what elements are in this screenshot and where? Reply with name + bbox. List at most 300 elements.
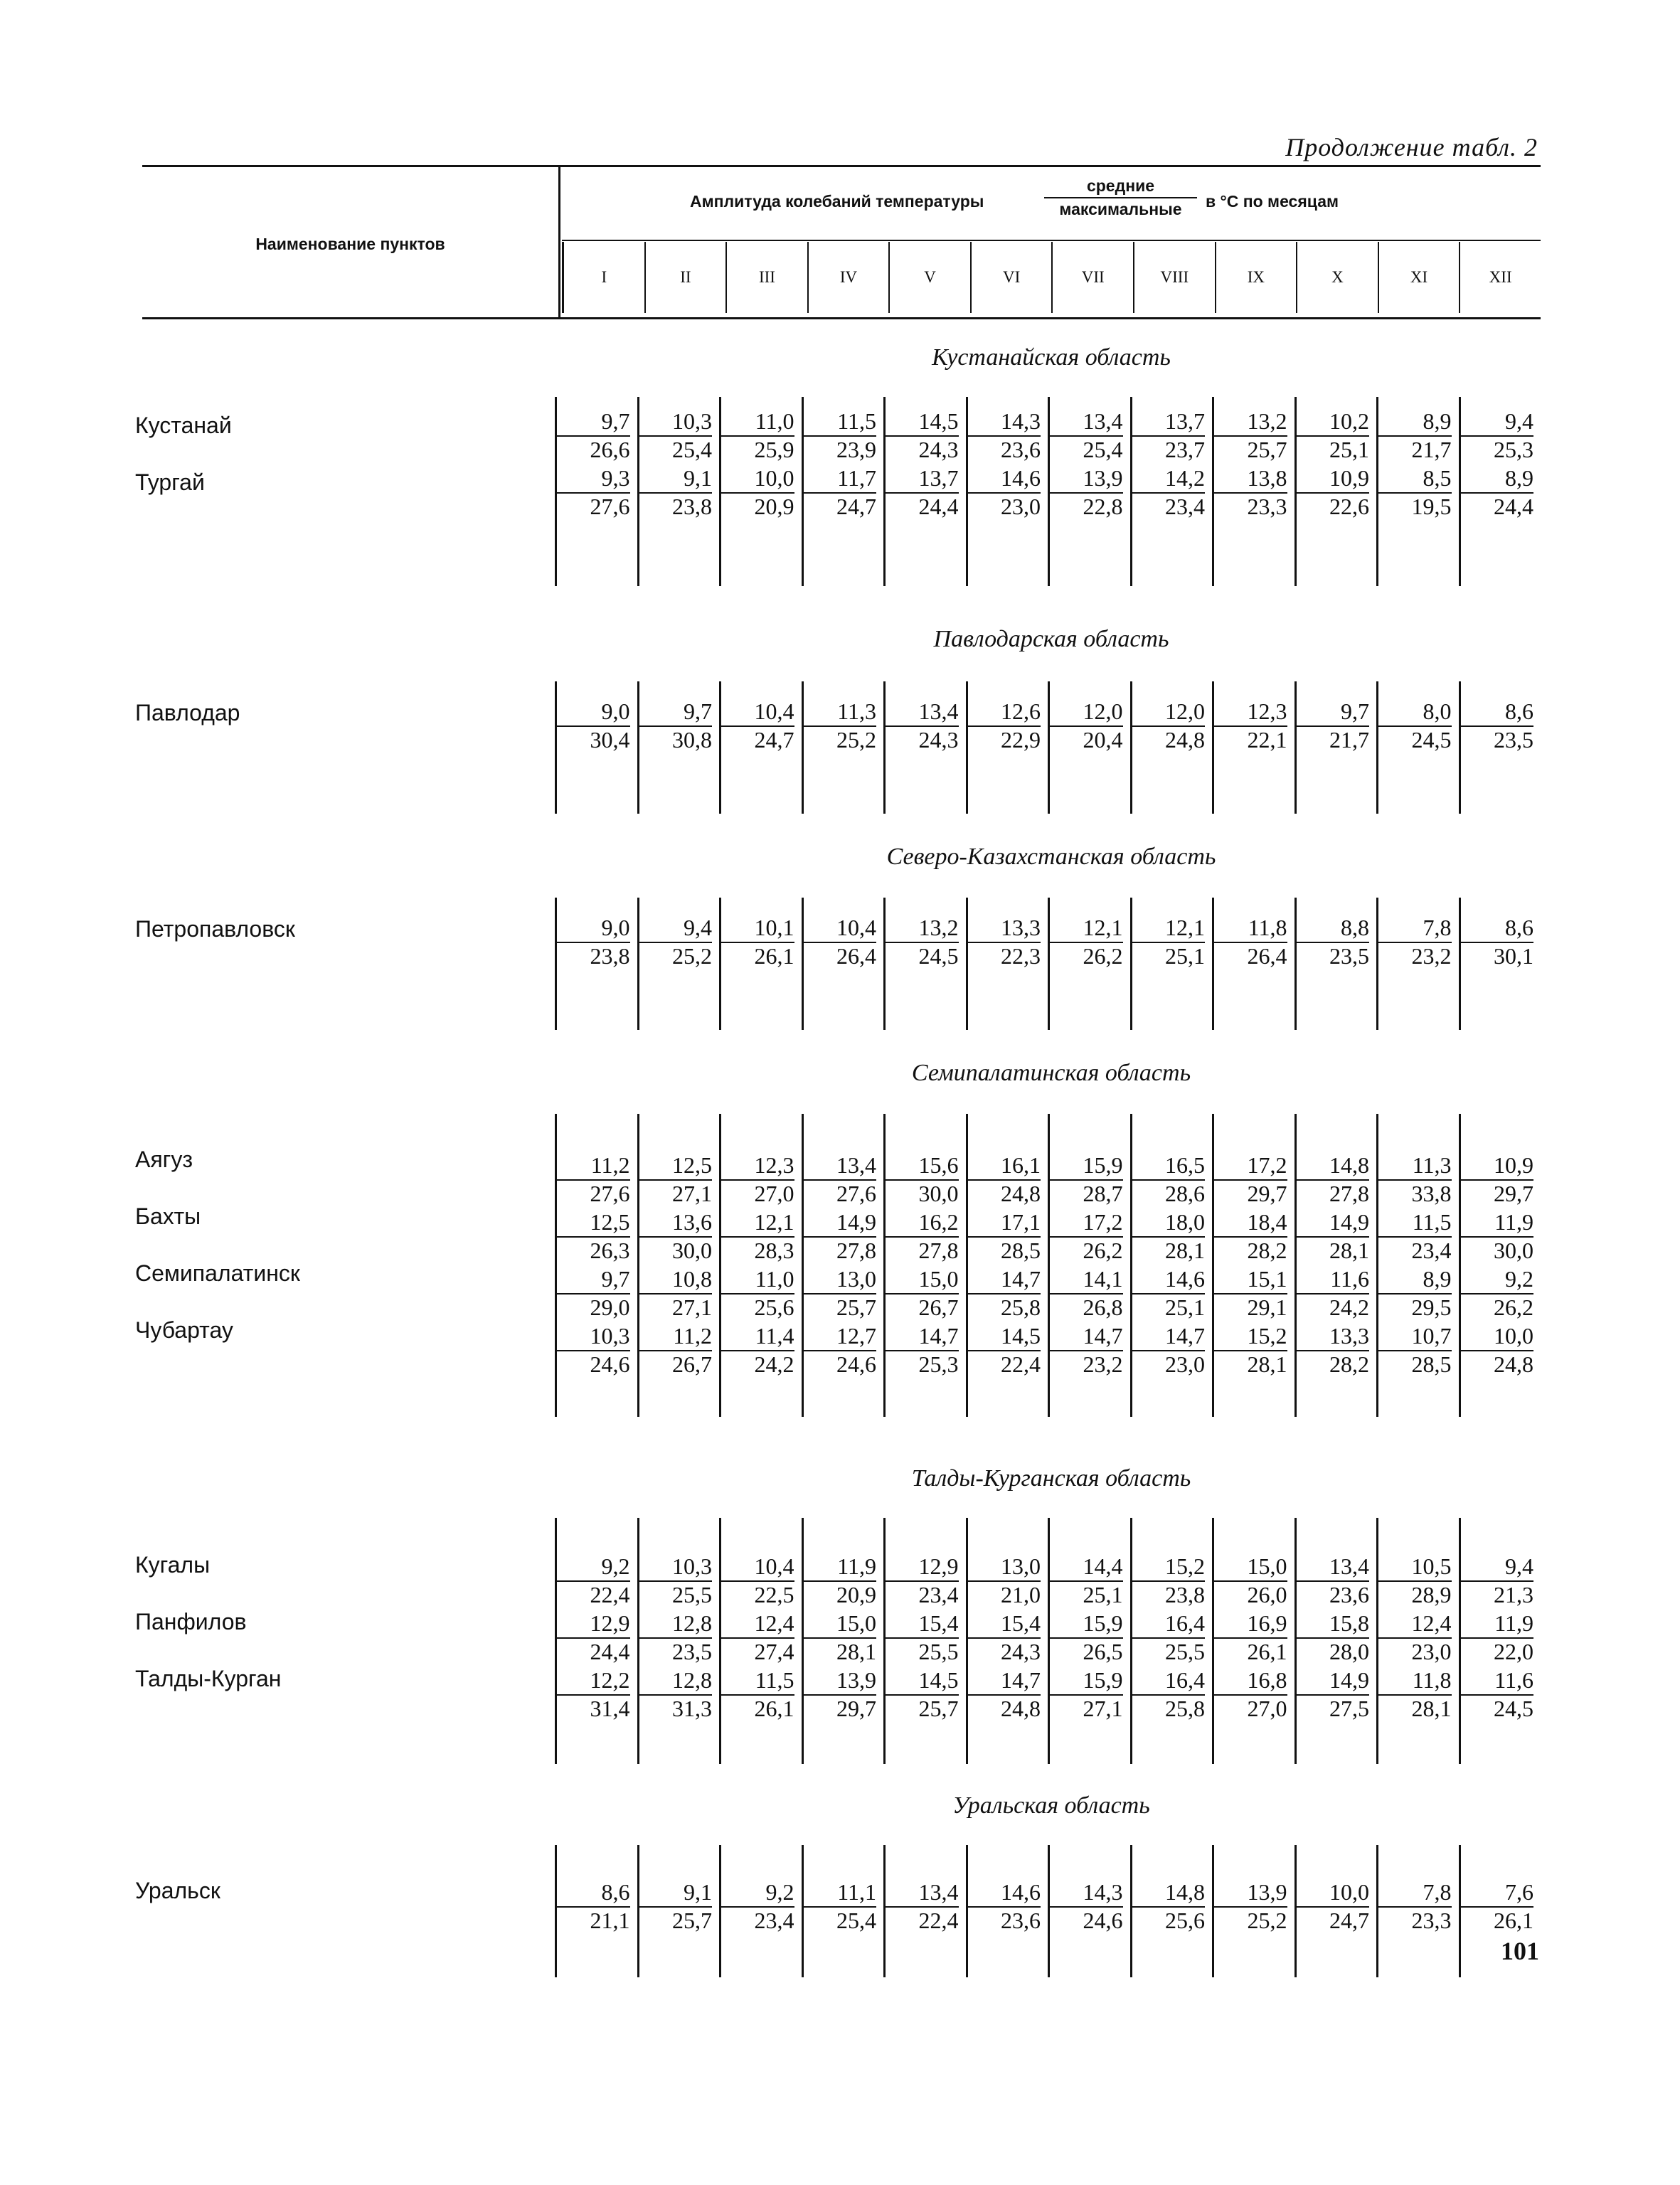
mean-amplitude-cell: 11,1: [804, 1878, 877, 1908]
max-amplitude-cell: 27,6: [590, 1181, 630, 1206]
max-amplitude-cell: 22,9: [1001, 727, 1041, 753]
month-column: [1459, 1114, 1541, 1417]
month-header-cell: V: [888, 242, 970, 313]
mean-amplitude-cell: 11,6: [1297, 1265, 1370, 1294]
station-name: Панфилов: [135, 1609, 247, 1634]
month-column: [1294, 1518, 1377, 1764]
max-amplitude-cell: 24,4: [590, 1639, 630, 1664]
station-name: Тургай: [135, 469, 205, 495]
max-amplitude-cell: 25,4: [1083, 437, 1123, 462]
mean-amplitude-cell: 16,2: [886, 1208, 959, 1238]
mean-amplitude-cell: 10,3: [639, 1552, 713, 1582]
max-amplitude-cell: 25,2: [836, 727, 876, 753]
month-header-cell: II: [644, 242, 726, 313]
max-amplitude-cell: 23,3: [1247, 494, 1287, 519]
mean-amplitude-cell: 15,0: [1214, 1552, 1287, 1582]
max-amplitude-cell: 24,2: [1329, 1294, 1369, 1320]
mean-amplitude-cell: 9,7: [557, 407, 630, 437]
region-data-block: [555, 1114, 1541, 1417]
mean-amplitude-cell: 10,2: [1297, 407, 1370, 437]
max-amplitude-cell: 22,3: [1001, 943, 1041, 969]
max-amplitude-cell: 25,7: [672, 1908, 712, 1933]
mean-amplitude-cell: 9,3: [557, 464, 630, 494]
max-amplitude-cell: 28,3: [754, 1238, 794, 1263]
month-column: [637, 898, 720, 1030]
max-amplitude-cell: 27,1: [1083, 1696, 1123, 1721]
mean-amplitude-cell: 9,0: [557, 913, 630, 943]
max-amplitude-cell: 23,5: [1494, 727, 1533, 753]
mean-amplitude-cell: 15,9: [1050, 1609, 1123, 1639]
max-amplitude-cell: 22,4: [590, 1582, 630, 1607]
month-column: [802, 1518, 884, 1764]
mean-amplitude-cell: 8,6: [1461, 697, 1534, 727]
max-amplitude-cell: 25,7: [1247, 437, 1287, 462]
max-amplitude-cell: 23,4: [1165, 494, 1205, 519]
mean-amplitude-cell: 13,8: [1214, 464, 1287, 494]
mean-amplitude-cell: 14,3: [968, 407, 1041, 437]
station-name: Кустанай: [135, 413, 232, 438]
page-number: 101: [1501, 1937, 1539, 1965]
month-column: [1048, 898, 1130, 1030]
max-amplitude-cell: 25,8: [1165, 1696, 1205, 1721]
mean-amplitude-cell: 12,9: [557, 1609, 630, 1639]
mean-amplitude-cell: 12,5: [639, 1151, 713, 1181]
mean-amplitude-cell: 12,0: [1132, 697, 1206, 727]
mean-amplitude-cell: 15,1: [1214, 1265, 1287, 1294]
month-header-row: [562, 242, 1541, 313]
station-name: Кугалы: [135, 1552, 211, 1578]
max-amplitude-cell: 31,3: [672, 1696, 712, 1721]
month-header-cell: III: [725, 242, 807, 313]
station-name: Чубартау: [135, 1317, 233, 1343]
mean-amplitude-cell: 13,4: [804, 1151, 877, 1181]
max-amplitude-cell: 28,5: [1001, 1238, 1041, 1263]
mean-amplitude-cell: 10,1: [721, 913, 794, 943]
mean-amplitude-cell: 11,9: [1461, 1609, 1534, 1639]
mean-amplitude-cell: 9,7: [639, 697, 713, 727]
month-column: [719, 397, 802, 586]
max-amplitude-cell: 22,1: [1247, 727, 1287, 753]
max-amplitude-cell: 26,7: [918, 1294, 959, 1320]
mean-amplitude-cell: 8,8: [1297, 913, 1370, 943]
station-name: Павлодар: [135, 700, 240, 725]
mean-amplitude-cell: 11,2: [639, 1322, 713, 1351]
month-column: [966, 397, 1048, 586]
amplitude-header-text: Амплитуда колебаний температуры: [690, 192, 984, 211]
mean-amplitude-cell: 14,5: [968, 1322, 1041, 1351]
max-amplitude-cell: 25,6: [1165, 1908, 1205, 1933]
mean-amplitude-cell: 8,6: [557, 1878, 630, 1908]
max-amplitude-cell: 28,9: [1411, 1582, 1452, 1607]
mean-amplitude-cell: 16,4: [1132, 1609, 1206, 1639]
max-amplitude-cell: 31,4: [590, 1696, 630, 1721]
month-column: [966, 681, 1048, 814]
mean-amplitude-cell: 10,3: [557, 1322, 630, 1351]
max-amplitude-cell: 27,6: [836, 1181, 876, 1206]
mean-amplitude-cell: 14,8: [1297, 1151, 1370, 1181]
max-amplitude-cell: 21,1: [590, 1908, 630, 1933]
max-amplitude-cell: 25,4: [836, 1908, 876, 1933]
month-column: [637, 1114, 720, 1417]
max-amplitude-cell: 24,8: [1494, 1351, 1533, 1377]
mean-amplitude-cell: 10,0: [1461, 1322, 1534, 1351]
mean-amplitude-cell: 12,2: [557, 1666, 630, 1696]
table-continuation-label: Продолжение табл. 2: [1285, 133, 1538, 161]
month-column: [1376, 397, 1459, 586]
month-column: [1130, 1518, 1213, 1764]
max-amplitude-cell: 28,5: [1411, 1351, 1452, 1377]
max-amplitude-cell: 27,0: [1247, 1696, 1287, 1721]
max-amplitude-cell: 24,7: [754, 727, 794, 753]
month-column: [1212, 681, 1294, 814]
max-amplitude-cell: 30,8: [672, 727, 712, 753]
mean-amplitude-cell: 13,4: [886, 697, 959, 727]
max-amplitude-cell: 24,3: [918, 727, 959, 753]
month-column: [555, 681, 637, 814]
mean-amplitude-cell: 11,9: [1461, 1208, 1534, 1238]
max-amplitude-cell: 27,6: [590, 494, 630, 519]
max-amplitude-cell: 25,6: [754, 1294, 794, 1320]
month-column: [883, 898, 966, 1030]
max-amplitude-cell: 28,7: [1083, 1181, 1123, 1206]
max-amplitude-cell: 25,7: [918, 1696, 959, 1721]
max-amplitude-cell: 24,8: [1001, 1696, 1041, 1721]
mean-amplitude-cell: 9,1: [639, 464, 713, 494]
mean-amplitude-cell: 10,5: [1378, 1552, 1452, 1582]
month-column: [1130, 1114, 1213, 1417]
month-header-cell: VII: [1051, 242, 1133, 313]
month-column: [802, 898, 884, 1030]
max-amplitude-cell: 24,3: [918, 437, 959, 462]
max-amplitude-cell: 23,5: [1329, 943, 1369, 969]
max-amplitude-cell: 27,1: [672, 1181, 712, 1206]
max-amplitude-cell: 25,1: [1165, 943, 1205, 969]
month-header-cell: VI: [970, 242, 1052, 313]
max-amplitude-cell: 26,8: [1083, 1294, 1123, 1320]
mean-amplitude-cell: 17,1: [968, 1208, 1041, 1238]
amplitude-header: [562, 175, 1541, 225]
max-amplitude-cell: 23,4: [918, 1582, 959, 1607]
mean-amplitude-cell: 11,0: [721, 407, 794, 437]
max-amplitude-cell: 28,0: [1329, 1639, 1369, 1664]
max-amplitude-cell: 23,8: [672, 494, 712, 519]
month-column: [1130, 898, 1213, 1030]
mean-amplitude-cell: 11,8: [1378, 1666, 1452, 1696]
mean-amplitude-cell: 9,0: [557, 697, 630, 727]
max-amplitude-cell: 22,4: [918, 1908, 959, 1933]
max-amplitude-cell: 21,7: [1329, 727, 1369, 753]
max-amplitude-cell: 25,4: [672, 437, 712, 462]
mean-amplitude-cell: 12,1: [1050, 913, 1123, 943]
max-amplitude-cell: 26,2: [1083, 1238, 1123, 1263]
mean-amplitude-cell: 13,2: [886, 913, 959, 943]
month-column: [1212, 1518, 1294, 1764]
max-amplitude-cell: 24,6: [590, 1351, 630, 1377]
month-header-cell: IX: [1215, 242, 1297, 313]
month-column: [1459, 898, 1541, 1030]
mean-amplitude-cell: 14,7: [968, 1265, 1041, 1294]
mean-amplitude-cell: 15,0: [886, 1265, 959, 1294]
max-amplitude-cell: 26,7: [672, 1351, 712, 1377]
max-amplitude-cell: 33,8: [1411, 1181, 1452, 1206]
mean-amplitude-cell: 9,2: [721, 1878, 794, 1908]
mean-amplitude-cell: 11,4: [721, 1322, 794, 1351]
max-amplitude-cell: 23,8: [590, 943, 630, 969]
month-column: [1294, 898, 1377, 1030]
max-amplitude-cell: 23,4: [1411, 1238, 1452, 1263]
mean-amplitude-cell: 15,2: [1214, 1322, 1287, 1351]
station-name: Талды-Курган: [135, 1666, 282, 1691]
mean-amplitude-cell: 10,8: [639, 1265, 713, 1294]
region-data-block: [555, 1845, 1541, 1977]
month-column: [1048, 1518, 1130, 1764]
max-amplitude-cell: 25,8: [1001, 1294, 1041, 1320]
max-amplitude-cell: 25,5: [672, 1582, 712, 1607]
month-column: [555, 898, 637, 1030]
mean-amplitude-cell: 16,9: [1214, 1609, 1287, 1639]
mean-amplitude-cell: 14,9: [1297, 1666, 1370, 1696]
mean-amplitude-cell: 13,2: [1214, 407, 1287, 437]
max-amplitude-cell: 26,3: [590, 1238, 630, 1263]
mean-amplitude-cell: 11,0: [721, 1265, 794, 1294]
month-header-cell: X: [1296, 242, 1378, 313]
region-title: Павлодарская область: [933, 626, 1169, 652]
mean-amplitude-cell: 18,0: [1132, 1208, 1206, 1238]
month-column: [1130, 1845, 1213, 1977]
max-amplitude-cell: 29,1: [1247, 1294, 1287, 1320]
mean-amplitude-cell: 9,2: [1461, 1265, 1534, 1294]
max-amplitude-cell: 24,6: [836, 1351, 876, 1377]
month-column: [1212, 1114, 1294, 1417]
month-column: [1048, 397, 1130, 586]
max-amplitude-cell: 26,6: [590, 437, 630, 462]
mean-amplitude-cell: 13,0: [804, 1265, 877, 1294]
header-divider: [558, 165, 560, 317]
month-column: [883, 397, 966, 586]
month-column: [637, 397, 720, 586]
month-column: [1376, 681, 1459, 814]
region-data-block: [555, 397, 1541, 586]
max-amplitude-cell: 23,2: [1083, 1351, 1123, 1377]
max-amplitude-cell: 24,4: [1494, 494, 1533, 519]
mean-amplitude-cell: 7,6: [1461, 1878, 1534, 1908]
mean-amplitude-cell: 14,7: [968, 1666, 1041, 1696]
mean-amplitude-cell: 12,4: [1378, 1609, 1452, 1639]
mean-amplitude-cell: 7,8: [1378, 1878, 1452, 1908]
mean-amplitude-cell: 8,5: [1378, 464, 1452, 494]
max-amplitude-cell: 24,6: [1083, 1908, 1123, 1933]
mean-amplitude-cell: 13,3: [968, 913, 1041, 943]
max-amplitude-cell: 24,2: [754, 1351, 794, 1377]
month-header-cell: I: [562, 242, 644, 313]
mean-amplitude-cell: 9,4: [1461, 1552, 1534, 1582]
mean-amplitude-cell: 16,5: [1132, 1151, 1206, 1181]
max-amplitude-cell: 24,4: [918, 494, 959, 519]
mean-amplitude-cell: 9,7: [1297, 697, 1370, 727]
max-amplitude-cell: 28,1: [1165, 1238, 1205, 1263]
mean-amplitude-cell: 16,4: [1132, 1666, 1206, 1696]
max-amplitude-cell: 29,0: [590, 1294, 630, 1320]
station-name: Петропавловск: [135, 916, 295, 942]
mean-amplitude-cell: 18,4: [1214, 1208, 1287, 1238]
mean-amplitude-cell: 11,3: [804, 697, 877, 727]
mean-amplitude-cell: 12,8: [639, 1666, 713, 1696]
max-amplitude-cell: 26,4: [1247, 943, 1287, 969]
max-amplitude-cell: 23,8: [1165, 1582, 1205, 1607]
mean-amplitude-cell: 14,9: [1297, 1208, 1370, 1238]
mean-amplitude-cell: 13,7: [886, 464, 959, 494]
month-column: [719, 681, 802, 814]
station-name: Семипалатинск: [135, 1260, 300, 1286]
max-amplitude-cell: 30,0: [918, 1181, 959, 1206]
max-amplitude-cell: 28,6: [1165, 1181, 1205, 1206]
mean-amplitude-cell: 14,5: [886, 407, 959, 437]
mean-amplitude-cell: 12,1: [1132, 913, 1206, 943]
mean-amplitude-cell: 9,1: [639, 1878, 713, 1908]
region-title: Уральская область: [952, 1792, 1150, 1819]
mean-amplitude-cell: 11,7: [804, 464, 877, 494]
month-column: [883, 681, 966, 814]
month-column: [1376, 1114, 1459, 1417]
max-amplitude-cell: 27,8: [1329, 1181, 1369, 1206]
max-amplitude-cell: 25,3: [1494, 437, 1533, 462]
mean-amplitude-cell: 10,4: [804, 913, 877, 943]
max-amplitude-cell: 26,1: [754, 943, 794, 969]
mean-amplitude-cell: 14,1: [1050, 1265, 1123, 1294]
amplitude-fraction: [1044, 176, 1197, 219]
mean-amplitude-cell: 17,2: [1050, 1208, 1123, 1238]
mean-amplitude-cell: 15,0: [804, 1609, 877, 1639]
month-column: [637, 1518, 720, 1764]
mean-amplitude-cell: 14,7: [886, 1322, 959, 1351]
mean-amplitude-cell: 16,1: [968, 1151, 1041, 1181]
mean-amplitude-cell: 10,4: [721, 1552, 794, 1582]
month-header-cell: XII: [1459, 242, 1541, 313]
month-column: [802, 397, 884, 586]
mean-amplitude-cell: 11,5: [721, 1666, 794, 1696]
month-column: [1048, 681, 1130, 814]
max-amplitude-cell: 27,1: [672, 1294, 712, 1320]
mean-amplitude-cell: 10,7: [1378, 1322, 1452, 1351]
max-amplitude-cell: 28,2: [1329, 1351, 1369, 1377]
station-name: Уральск: [135, 1878, 220, 1903]
max-amplitude-cell: 23,0: [1001, 494, 1041, 519]
mean-amplitude-cell: 13,4: [1297, 1552, 1370, 1582]
month-column: [719, 1114, 802, 1417]
max-amplitude-cell: 23,9: [836, 437, 876, 462]
mean-amplitude-cell: 14,4: [1050, 1552, 1123, 1582]
month-column: [1294, 1845, 1377, 1977]
mean-amplitude-cell: 10,4: [721, 697, 794, 727]
month-column: [555, 1845, 637, 1977]
station-name: Аягуз: [135, 1147, 193, 1172]
month-column: [719, 1845, 802, 1977]
month-column: [1130, 397, 1213, 586]
max-amplitude-cell: 24,5: [1494, 1696, 1533, 1721]
max-amplitude-cell: 27,8: [836, 1238, 876, 1263]
mean-amplitude-cell: 13,7: [1132, 407, 1206, 437]
mean-amplitude-cell: 15,8: [1297, 1609, 1370, 1639]
max-amplitude-cell: 21,0: [1001, 1582, 1041, 1607]
region-title: Кустанайская область: [932, 344, 1171, 371]
month-column: [1130, 681, 1213, 814]
max-amplitude-cell: 20,9: [836, 1582, 876, 1607]
max-amplitude-cell: 21,7: [1411, 437, 1452, 462]
max-amplitude-cell: 29,5: [1411, 1294, 1452, 1320]
station-name-column-header: Наименование пунктов: [255, 235, 445, 253]
max-amplitude-cell: 25,3: [918, 1351, 959, 1377]
month-column: [637, 1845, 720, 1977]
mean-amplitude-cell: 12,8: [639, 1609, 713, 1639]
max-amplitude-cell: 24,5: [918, 943, 959, 969]
max-amplitude-cell: 25,1: [1329, 437, 1369, 462]
max-amplitude-cell: 25,7: [836, 1294, 876, 1320]
region-data-block: [555, 1518, 1541, 1764]
mean-amplitude-cell: 10,3: [639, 407, 713, 437]
month-column: [802, 681, 884, 814]
max-amplitude-cell: 28,1: [1411, 1696, 1452, 1721]
max-amplitude-cell: 24,7: [836, 494, 876, 519]
max-amplitude-cell: 22,0: [1494, 1639, 1533, 1664]
max-amplitude-cell: 30,4: [590, 727, 630, 753]
max-amplitude-cell: 28,1: [1247, 1351, 1287, 1377]
max-amplitude-cell: 25,9: [754, 437, 794, 462]
max-amplitude-cell: 23,3: [1411, 1908, 1452, 1933]
month-column: [1459, 681, 1541, 814]
month-column: [1212, 898, 1294, 1030]
month-column: [1048, 1114, 1130, 1417]
max-amplitude-cell: 22,6: [1329, 494, 1369, 519]
mean-amplitude-cell: 15,9: [1050, 1666, 1123, 1696]
mean-amplitude-cell: 14,8: [1132, 1878, 1206, 1908]
max-amplitude-cell: 30,0: [672, 1238, 712, 1263]
mean-amplitude-cell: 11,8: [1214, 913, 1287, 943]
month-column: [883, 1518, 966, 1764]
mean-amplitude-cell: 12,5: [557, 1208, 630, 1238]
month-column: [555, 1114, 637, 1417]
mean-amplitude-cell: 14,7: [1050, 1322, 1123, 1351]
mean-amplitude-cell: 16,8: [1214, 1666, 1287, 1696]
mean-amplitude-cell: 9,2: [557, 1552, 630, 1582]
mean-amplitude-cell: 11,5: [1378, 1208, 1452, 1238]
mean-amplitude-cell: 8,0: [1378, 697, 1452, 727]
month-column: [555, 397, 637, 586]
region-title: Семипалатинская область: [911, 1060, 1191, 1086]
fraction-denominator: максимальные: [1059, 200, 1182, 218]
mean-amplitude-cell: 9,4: [639, 913, 713, 943]
mean-amplitude-cell: 10,9: [1461, 1151, 1534, 1181]
max-amplitude-cell: 26,4: [836, 943, 876, 969]
max-amplitude-cell: 24,8: [1165, 727, 1205, 753]
month-column: [966, 1114, 1048, 1417]
mean-amplitude-cell: 8,9: [1378, 407, 1452, 437]
max-amplitude-cell: 26,5: [1083, 1639, 1123, 1664]
max-amplitude-cell: 26,2: [1494, 1294, 1533, 1320]
mean-amplitude-cell: 17,2: [1214, 1151, 1287, 1181]
max-amplitude-cell: 23,6: [1001, 1908, 1041, 1933]
mean-amplitude-cell: 15,4: [886, 1609, 959, 1639]
max-amplitude-cell: 20,4: [1083, 727, 1123, 753]
mean-amplitude-cell: 14,3: [1050, 1878, 1123, 1908]
max-amplitude-cell: 22,5: [754, 1582, 794, 1607]
mean-amplitude-cell: 13,9: [1214, 1878, 1287, 1908]
region-title: Талды-Курганская область: [911, 1465, 1191, 1492]
month-column: [1376, 1518, 1459, 1764]
month-column: [966, 1518, 1048, 1764]
mean-amplitude-cell: 14,6: [1132, 1265, 1206, 1294]
max-amplitude-cell: 23,2: [1411, 943, 1452, 969]
max-amplitude-cell: 23,6: [1329, 1582, 1369, 1607]
